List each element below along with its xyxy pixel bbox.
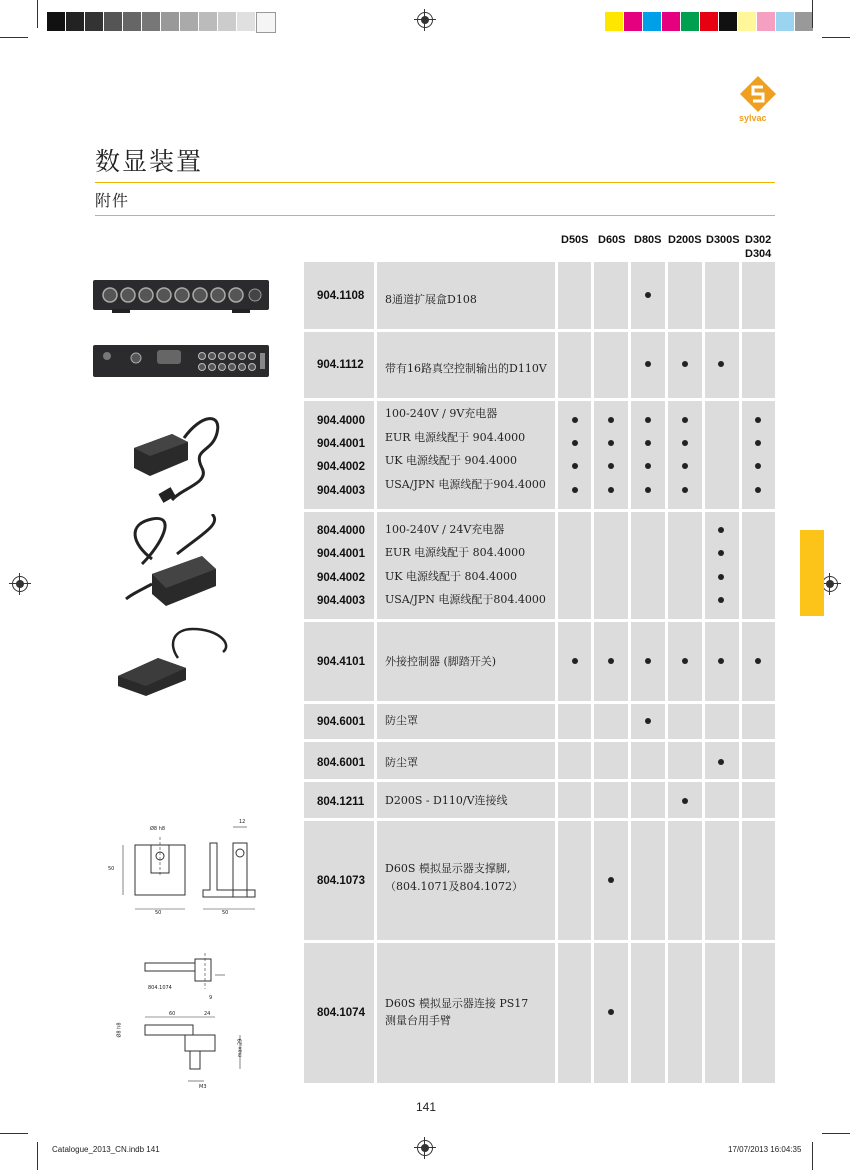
- product-code: 904.1108: [317, 290, 365, 302]
- compatibility-dot-icon: [718, 550, 724, 556]
- table-cell: [705, 943, 739, 1083]
- compatibility-dot-icon: [608, 463, 614, 469]
- product-description: USA/JPN 电源线配于904.4000: [385, 478, 546, 491]
- arm-technical-drawing: [130, 953, 250, 1097]
- compatibility-dot-icon: [645, 718, 651, 724]
- col-header-d80s: D80S: [634, 234, 662, 246]
- compatibility-dot-icon: [755, 463, 761, 469]
- table-cell: [668, 821, 702, 940]
- product-description: 外接控制器 (脚踏开关): [385, 655, 497, 668]
- grayscale-bar: [47, 12, 276, 31]
- compatibility-dot-icon: [608, 1009, 614, 1015]
- dimension-label: 50: [155, 910, 162, 916]
- part-label: 804.1074: [148, 985, 172, 991]
- compatibility-dot-icon: [682, 658, 688, 664]
- table-cell: [594, 742, 628, 779]
- compatibility-dot-icon: [645, 361, 651, 367]
- compatibility-dot-icon: [682, 487, 688, 493]
- table-cell: [668, 704, 702, 739]
- title-divider: [95, 182, 775, 183]
- product-code: 804.1073: [317, 875, 365, 887]
- subtitle-divider: [95, 215, 775, 216]
- table-cell: [631, 821, 665, 940]
- crop-mark: [0, 1133, 28, 1134]
- table-cell: [705, 262, 739, 329]
- compatibility-dot-icon: [572, 658, 578, 664]
- compatibility-dot-icon: [572, 463, 578, 469]
- table-cell: [558, 821, 591, 940]
- product-description: EUR 电源线配于 804.4000: [385, 546, 526, 559]
- table-cell: [631, 943, 665, 1083]
- compatibility-dot-icon: [645, 487, 651, 493]
- product-description: USA/JPN 电源线配于804.4000: [385, 593, 546, 606]
- product-code: 804.1074: [317, 1007, 365, 1019]
- table-cell: [594, 704, 628, 739]
- product-code: 804.4000: [317, 525, 365, 537]
- product-code: 904.4002: [317, 461, 365, 473]
- compatibility-dot-icon: [608, 440, 614, 446]
- col-header-d302: D302: [745, 234, 772, 246]
- table-cell: [742, 262, 775, 329]
- compatibility-dot-icon: [682, 440, 688, 446]
- footer-timestamp: 17/07/2013 16:04:35: [728, 1145, 802, 1154]
- compatibility-dot-icon: [718, 574, 724, 580]
- col-header-d60s: D60S: [598, 234, 626, 246]
- crop-mark: [812, 1142, 813, 1170]
- table-cell: [558, 332, 591, 398]
- crop-mark: [0, 37, 28, 38]
- table-cell: [705, 782, 739, 818]
- compatibility-dot-icon: [572, 417, 578, 423]
- table-cell: [631, 782, 665, 818]
- table-cell: [594, 262, 628, 329]
- dimension-label: 60: [169, 1011, 176, 1017]
- compatibility-dot-icon: [718, 658, 724, 664]
- color-bar: [605, 12, 814, 31]
- compatibility-dot-icon: [645, 440, 651, 446]
- col-header-d300s: D300S: [706, 234, 740, 246]
- product-code: 904.4101: [317, 656, 365, 668]
- sylvac-logo-icon: [740, 76, 776, 112]
- table-cell: [742, 782, 775, 818]
- dimension-label: 50: [108, 866, 115, 872]
- crop-mark: [812, 0, 813, 28]
- product-description: D200S - D110/V连接线: [385, 794, 508, 807]
- product-description: EUR 电源线配于 904.4000: [385, 431, 526, 444]
- product-code: 904.4003: [317, 485, 365, 497]
- product-code: 904.4001: [317, 548, 365, 560]
- product-code: 804.6001: [317, 757, 365, 769]
- table-cell: [705, 401, 739, 509]
- compatibility-dot-icon: [608, 658, 614, 664]
- section-tab: [800, 530, 824, 616]
- diameter-label: Ø8 h8: [116, 1022, 123, 1038]
- compatibility-dot-icon: [682, 798, 688, 804]
- footer-file: Catalogue_2013_CN.indb 141: [52, 1145, 160, 1154]
- compatibility-dot-icon: [682, 361, 688, 367]
- table-cell: [668, 943, 702, 1083]
- d110v-box-image: [92, 344, 270, 384]
- registration-mark-icon: [12, 576, 28, 592]
- product-description: D60S 模拟显示器连接 PS17: [385, 997, 529, 1010]
- page-title: 数显装置: [95, 147, 204, 176]
- foot-switch-image: [118, 624, 238, 700]
- page-number: 141: [416, 1100, 437, 1114]
- product-description: （804.1071及804.1072）: [385, 880, 523, 893]
- 9v-charger-image: [132, 408, 232, 512]
- product-description: D60S 模拟显示器支撑脚,: [385, 862, 511, 875]
- compatibility-dot-icon: [645, 292, 651, 298]
- dimension-label: 9: [209, 995, 213, 1001]
- table-cell: [668, 512, 702, 619]
- section-subtitle: 附件: [95, 191, 130, 210]
- product-description: 100-240V / 24V充电器: [385, 523, 505, 536]
- product-description: 8通道扩展盒D108: [385, 293, 477, 306]
- dimension-label: max.29: [237, 1038, 244, 1058]
- table-cell: [631, 742, 665, 779]
- dimension-label: M3: [199, 1084, 207, 1090]
- product-code: 904.4002: [317, 572, 365, 584]
- table-cell: [558, 262, 591, 329]
- table-cell: [742, 332, 775, 398]
- table-cell: [558, 943, 591, 1083]
- compatibility-dot-icon: [645, 463, 651, 469]
- compatibility-dot-icon: [645, 658, 651, 664]
- compatibility-dot-icon: [718, 597, 724, 603]
- product-description: UK 电源线配于 804.4000: [385, 570, 517, 583]
- table-cell: [705, 704, 739, 739]
- table-cell: [558, 512, 591, 619]
- table-cell: [742, 512, 775, 619]
- table-cell: [594, 332, 628, 398]
- product-code: 904.4001: [317, 438, 365, 450]
- product-description: 100-240V / 9V充电器: [385, 407, 498, 420]
- compatibility-dot-icon: [682, 417, 688, 423]
- support-foot-technical-drawing: [105, 815, 265, 927]
- table-cell: [742, 704, 775, 739]
- table-cell: [742, 821, 775, 940]
- crop-mark: [37, 1142, 38, 1170]
- brand-name: sylvac: [739, 113, 767, 123]
- table-cell: [558, 742, 591, 779]
- compatibility-dot-icon: [755, 658, 761, 664]
- table-cell: [558, 704, 591, 739]
- table-cell: [705, 821, 739, 940]
- table-cell: [631, 512, 665, 619]
- compatibility-dot-icon: [755, 417, 761, 423]
- product-description: 防尘罩: [385, 756, 418, 769]
- dimension-label: 50: [222, 910, 229, 916]
- product-description: 带有16路真空控制输出的D110V: [385, 362, 547, 375]
- diameter-label: Ø8 h8: [150, 826, 166, 832]
- compatibility-dot-icon: [718, 759, 724, 765]
- compatibility-dot-icon: [608, 877, 614, 883]
- product-code: 904.1112: [317, 359, 364, 371]
- table-cell: [668, 262, 702, 329]
- product-description: UK 电源线配于 904.4000: [385, 454, 517, 467]
- table-cell: [742, 742, 775, 779]
- col-header-d200s: D200S: [668, 234, 702, 246]
- product-description: 防尘罩: [385, 714, 418, 727]
- product-code: 804.1211: [317, 796, 365, 808]
- 24v-charger-image: [122, 514, 222, 614]
- table-cell: [594, 782, 628, 818]
- compatibility-dot-icon: [755, 440, 761, 446]
- col-header-d304: D304: [745, 248, 772, 260]
- table-cell: [742, 943, 775, 1083]
- crop-mark: [37, 0, 38, 28]
- registration-mark-icon: [417, 1140, 433, 1156]
- table-cell: [594, 512, 628, 619]
- compatibility-dot-icon: [572, 487, 578, 493]
- compatibility-dot-icon: [608, 487, 614, 493]
- dimension-label: 12: [239, 819, 246, 825]
- product-description: 测量台用手臂: [385, 1014, 451, 1027]
- col-header-d50s: D50S: [561, 234, 589, 246]
- compatibility-dot-icon: [718, 527, 724, 533]
- table-cell: [558, 782, 591, 818]
- registration-mark-icon: [822, 576, 838, 592]
- table-cell: [668, 742, 702, 779]
- compatibility-dot-icon: [755, 487, 761, 493]
- compatibility-dot-icon: [682, 463, 688, 469]
- product-code: 904.6001: [317, 716, 365, 728]
- compatibility-dot-icon: [645, 417, 651, 423]
- compatibility-dot-icon: [718, 361, 724, 367]
- compatibility-dot-icon: [572, 440, 578, 446]
- dimension-label: 24: [204, 1011, 211, 1017]
- product-code: 904.4003: [317, 595, 365, 607]
- registration-mark-icon: [417, 12, 433, 28]
- expansion-box-d108-image: [92, 278, 270, 318]
- crop-mark: [822, 1133, 850, 1134]
- crop-mark: [822, 37, 850, 38]
- compatibility-dot-icon: [608, 417, 614, 423]
- product-code: 904.4000: [317, 415, 365, 427]
